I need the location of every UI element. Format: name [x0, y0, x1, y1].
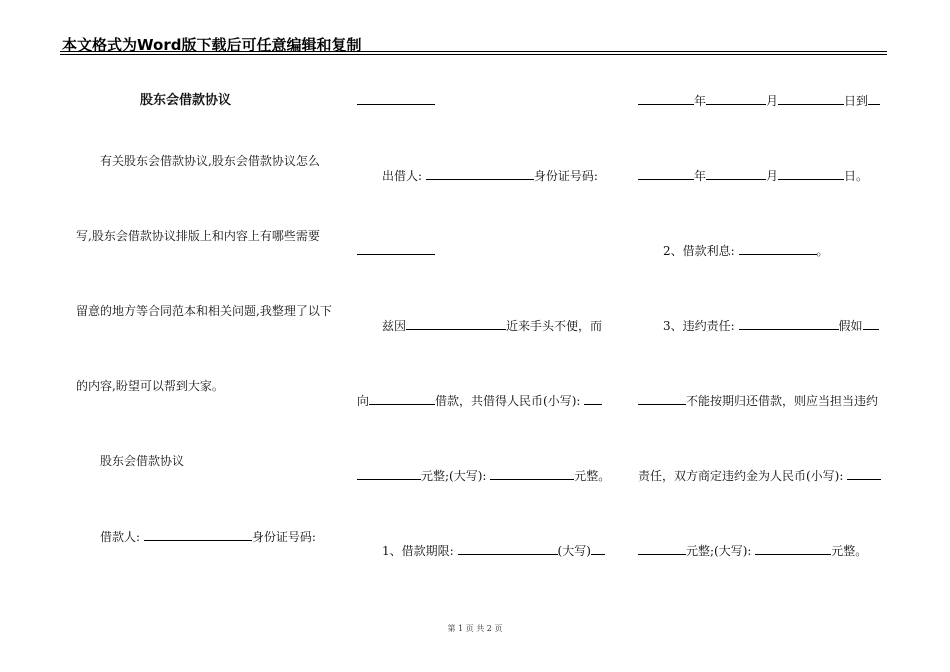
lender-line — [382, 168, 598, 183]
col2-top-blank[interactable] — [357, 93, 435, 105]
intro-line-3: 留意的地方等合同范本和相关问题,我整理了以下 — [76, 304, 332, 318]
borrow-prefix: 向 — [357, 394, 370, 408]
interest-blank[interactable] — [739, 243, 817, 255]
borrower-id-label: 身份证号码: — [251, 530, 316, 544]
borrow-line — [357, 393, 602, 408]
month-label-2: 月 — [766, 169, 779, 183]
penalty-small-blank[interactable] — [847, 468, 881, 480]
amount-small-blank-2[interactable] — [357, 468, 421, 480]
interest-end: 。 — [816, 244, 829, 258]
end-trail-blank[interactable] — [868, 93, 880, 105]
end-day-blank[interactable] — [778, 168, 844, 180]
term-big-blank[interactable] — [591, 543, 605, 555]
term-label: 1、借款期限: — [382, 544, 454, 558]
borrower-label: 借款人: — [100, 530, 141, 544]
breach-if: 假如 — [838, 319, 863, 333]
day-to-label: 日到 — [844, 94, 869, 108]
document-title: 股东会借款协议 — [140, 93, 232, 108]
term-end-line — [638, 168, 868, 183]
amount-small-blank[interactable] — [584, 393, 602, 405]
intro-line-4: 的内容,盼望可以帮到大家。 — [76, 379, 224, 393]
lender-id-label: 身份证号码: — [533, 169, 598, 183]
term-start-line — [638, 93, 880, 108]
start-day-blank[interactable] — [778, 93, 844, 105]
page-number: 第 1 页 共 2 页 — [447, 624, 503, 633]
borrow-mid: 借款，共借得人民币(小写): — [435, 394, 581, 408]
lender-label: 出借人: — [382, 169, 423, 183]
intro-line-1: 有关股东会借款协议,股东会借款协议怎么 — [100, 154, 320, 168]
breach-text-3: 责任，双方商定违约金为人民币(小写): — [638, 469, 844, 483]
borrow-from-blank[interactable] — [369, 393, 435, 405]
term-small-blank[interactable] — [458, 543, 558, 555]
agreement-subtitle: 股东会借款协议 — [100, 454, 185, 468]
start-month-blank[interactable] — [706, 93, 766, 105]
term-big-label: (大写) — [557, 544, 591, 558]
page-header-banner: 本文格式为Word版下载后可任意编辑和复制 — [62, 36, 362, 54]
penalty-big-blank[interactable] — [755, 543, 831, 555]
lender-id-blank[interactable] — [357, 243, 435, 255]
breach-text-2: 不能按期归还借款，则应当担当违约 — [686, 394, 879, 408]
interest-line — [663, 243, 829, 258]
borrower-line — [100, 529, 316, 544]
year-label-1: 年 — [694, 94, 707, 108]
intro-line-2: 写,股东会借款协议排版上和内容上有哪些需要 — [76, 229, 320, 243]
start-year-blank[interactable] — [638, 93, 694, 105]
amount-big-blank[interactable] — [490, 468, 574, 480]
year-label-2: 年 — [694, 169, 707, 183]
penalty-line — [638, 543, 867, 558]
lender-id-line — [357, 243, 435, 258]
amount-yuan-big: 元整;(大写): — [421, 469, 487, 483]
borrower-name-blank[interactable] — [144, 529, 252, 541]
breach-line — [663, 318, 879, 333]
reason-blank[interactable] — [406, 318, 506, 330]
penalty-yuan-big: 元整;(大写): — [686, 544, 752, 558]
reason-line — [382, 318, 602, 333]
term-line — [382, 543, 605, 558]
month-label-1: 月 — [766, 94, 779, 108]
breach-label: 3、违约责任: — [663, 319, 735, 333]
lender-name-blank[interactable] — [426, 168, 534, 180]
breach-party-blank[interactable] — [739, 318, 839, 330]
end-month-blank[interactable] — [706, 168, 766, 180]
penalty-small-blank-2[interactable] — [638, 543, 686, 555]
header-rule-bottom — [60, 54, 887, 55]
penalty-yuan-end: 元整。 — [831, 544, 868, 558]
end-year-blank[interactable] — [638, 168, 694, 180]
day-end-label: 日。 — [844, 169, 869, 183]
reason-prefix: 兹因 — [382, 319, 407, 333]
breach-lead-blank[interactable] — [638, 393, 686, 405]
header-rule-top — [60, 51, 887, 52]
amount-line — [357, 468, 610, 483]
breach-line-2 — [638, 393, 878, 408]
reason-suffix: 近来手头不便，而 — [506, 319, 603, 333]
interest-label: 2、借款利息: — [663, 244, 735, 258]
breach-line-3 — [638, 468, 881, 483]
breach-trail-blank[interactable] — [863, 318, 879, 330]
amount-yuan-end: 元整。 — [574, 469, 611, 483]
col2-line-top — [357, 93, 435, 108]
